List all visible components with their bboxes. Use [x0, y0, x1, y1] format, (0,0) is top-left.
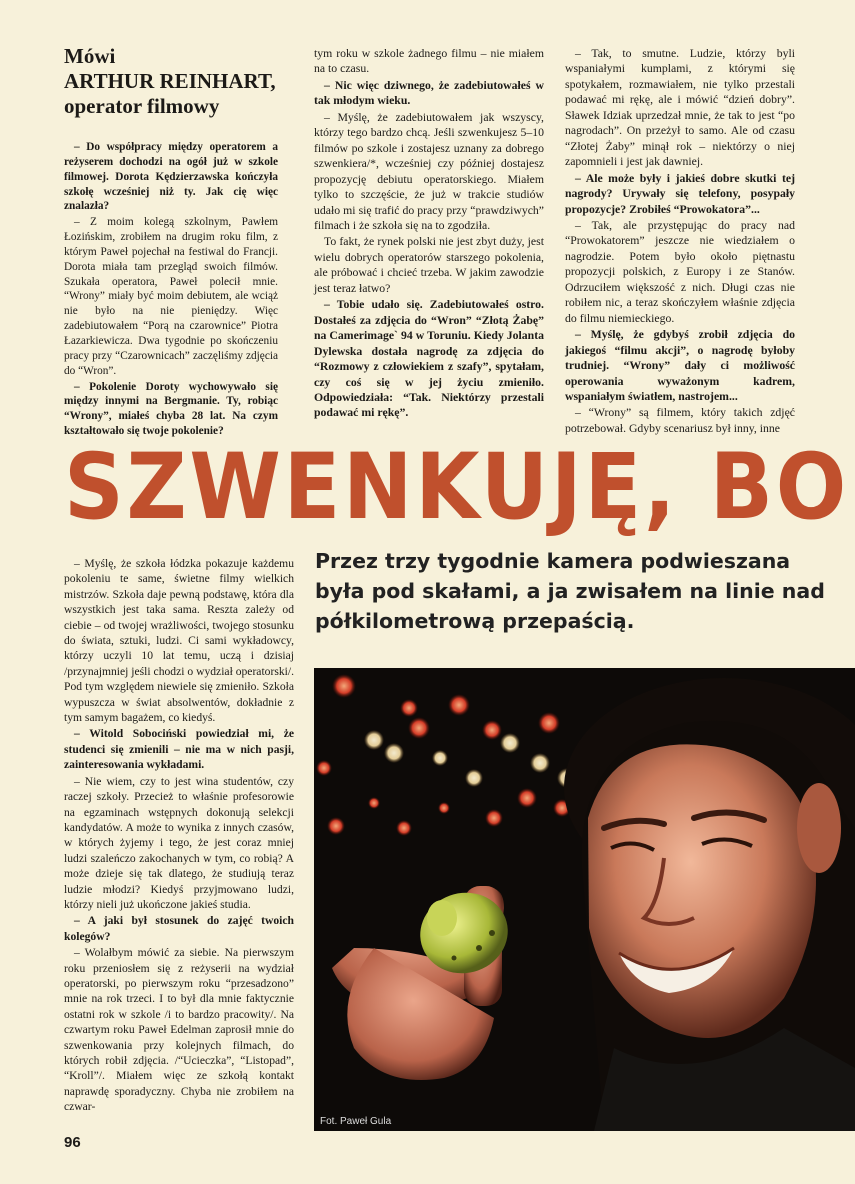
interview-question: – Do współpracy między operatorem a reżyserem dochodzi na ogół już w szkole filmowej. Dorota Kędzierzawska kończyła szkołę wcześniej niż ty. Jak cię więc znalazła?	[64, 141, 278, 213]
interview-question: – Myślę, że gdybyś zrobił zdjęcia do jakiegoś “filmu akcji”, o nagrodę byłoby trudniej. “Wrony” dały ci możliwość operowania wyważonym kadrem, wspaniałym światłem, nastrojem...	[565, 328, 795, 403]
interview-answer: – Z moim kolegą szkolnym, Pawłem Łozińskim, zrobiłem na drugim roku film, z którym Paweł pojechał na festiwal do Francji. Dorota miała tam przegląd swoich filmów. Szukała operatora, Paweł polecił mnie. “Wrony” miały być moim debiutem, ale wciąż nie było na nie pieniędzy. Więc zadebiutowałem “Porą na czarownice” Piotra Łazarkiewicza. Dwa tygodnie po skończeniu pracy przy “Czarownicach” zaczęliśmy zdjęcia do “Wron”.	[64, 216, 278, 377]
interview-question: – Nic więc dziwnego, że zadebiutowałeś w tak młodym wieku.	[314, 78, 544, 108]
interview-answer: tym roku w szkole żadnego filmu – nie miałem na to czasu.	[314, 47, 544, 76]
interview-answer: – Myślę, że zadebiutowałem jak wszyscy, którzy tego bardzo chcą. Jeśli szwenkujesz 5–10 filmów po szkole i zostajesz uznany za dobrego szwenkiera/*, wcześniej czy później dostajesz propozycję debiutu operatorskiego. Miałem tylko to szczęście, że już w trakcie studiów udało mi się trafić do pracy przy “prawdziwych” filmach i że szkoła się na to zgodziła.	[314, 110, 544, 232]
byline-intro: Mówi	[64, 44, 116, 68]
article-column-1	[64, 140, 278, 440]
portrait-illustration	[314, 668, 855, 1131]
interview-answer: – Nie wiem, czy to jest wina studentów, czy raczej szkoły. Przecież to właśnie profesorowie na egzaminach wstępnych dokonują selekcji kandydatów. A może to wynika z innych czasów, w których żyjemy i tego, że jest coraz mniej ludzi szaleńczo zakochanych w tym, co robią? A może dzieje się tak dlatego, że studiują teraz ludzie młodzi? Kiedyś przyjmowano ludzi, którzy nieli już ukończone jakieś studia.	[64, 774, 294, 911]
article-column-4	[64, 556, 294, 1116]
interview-answer: To fakt, że rynek polski nie jest zbyt duży, jest wielu dobrych operatorów starszego pokolenia, ale próbować i chcieć trzeba. W jakim zawodzie jest teraz łatwo?	[314, 235, 544, 295]
byline-role: operator filmowy	[64, 94, 220, 118]
headline: SZWENKUJĘ, BO	[64, 435, 850, 540]
interview-answer: – Myślę, że szkoła łódzka pokazuje każdemu pokoleniu te same, świetne filmy wielkich mistrzów. Szkoła daje pewną podstawę, która dla wszystkich jest taka sama. Reszta zależy od ciebie – od twojej wrażliwości, twojego stosunku do świata, sztuki, ludzi. Ci sami wykładowcy, którzy uczyli 10 lat temu, uczą i dzisiaj /przynajmniej jeśli chodzi o wydział operatorski/. Pod tym względem niewiele się zmieniło. Szkoła wypuszcza w świat absolwentów, dokładnie z tym samym bagażem, co kiedyś.	[64, 557, 294, 725]
interview-question: – Tobie udało się. Zadebiutowałeś ostro. Dostałeś za zdjęcia do “Wron” “Złotą Żabę” na Camerimage` 94 w Toruniu. Kiedy Jolanta Dylewska dostała nagrodę za zdjęcia do “Rozmowy z człowiekiem z szafy”, spytałam, czy coś się w jej życiu zmieniło. Odpowiedziała: “Tak. Niektórzy przestali podawać mi rękę”.	[314, 298, 544, 420]
interview-answer: – Wolałbym mówić za siebie. Na pierwszym roku przeniosłem się z reżyserii na wydział operatorski, po pierwszym roku “przesadzono” mnie na rok trzeci. I to był dla mnie faktycznie ostatni rok w szkole /i to bardzo pracowity/. Na czwartym roku Paweł Edelman zaprosił mnie do szwenkowania przy kolejnych filmach, do których robił zdjęcia. /“Ucieczka”, “Listopad”, “Kroll”/. Miałem więc ze szkołą kontakt naprawdę sporadyczny. Chyba nie zrobiłem na czwar-	[64, 946, 294, 1114]
interview-question: – A jaki był stosunek do zajęć twoich kolegów?	[64, 914, 294, 943]
byline	[64, 44, 284, 119]
interview-answer: – Tak, to smutne. Ludzie, którzy byli wspaniałymi kumplami, z którymi się spotykałem, rozmawiałem, nie tylko przestali podawać mi rękę, ale i mówić “dzień dobry”. Sławek Idziak uprzedzał mnie, że tak to jest “po nagrodach”. On przeżył to samo. Ale od czasu “Złotej Żaby” minął rok – niektórzy o niej zapomnieli i jest jak dawniej.	[565, 47, 795, 169]
byline-name: ARTHUR REINHART,	[64, 69, 276, 93]
article-column-3	[565, 46, 795, 437]
interview-answer: – Tak, ale przystępując do pracy nad “Prowokatorem” jeszcze nie wiedziałem o nagrodzie. Potem było około piętnastu propozycji polskich, z Europy i ze Stanów. Odrzuciłem większość z nich. Długi czas nie robiłem nic, a teraz skończyłem właśnie zdjęcia do filmu niemieckiego.	[565, 218, 795, 325]
page-number: 96	[64, 1134, 81, 1151]
interview-question: – Pokolenie Doroty wychowywało się między innymi na Bergmanie. Ty, robiąc “Wrony”, miałeś chyba 28 lat. Na czym kształtowało się twoje pokolenie?	[64, 380, 278, 438]
portrait-photo	[314, 668, 855, 1131]
photo-credit: Fot. Paweł Gula	[320, 1116, 392, 1127]
interview-answer: – “Wrony” są filmem, który takich zdjęć potrzebował. Gdyby scenariusz był inny, inne	[565, 406, 795, 435]
interview-question: – Witold Sobociński powiedział mi, że studenci się zmienili – nie ma w nich pasji, zainteresowania wykładami.	[64, 727, 294, 772]
lead-quote: Przez trzy tygodnie kamera podwieszana była pod skałami, a ja zwisałem na linie nad półkilometrową przepaścią.	[315, 549, 825, 633]
interview-question: – Ale może były i jakieś dobre skutki tej nagrody? Urywały się telefony, posypały propozycje? Zrobiłeś “Prowokatora”...	[565, 171, 795, 216]
article-column-2	[314, 46, 544, 422]
